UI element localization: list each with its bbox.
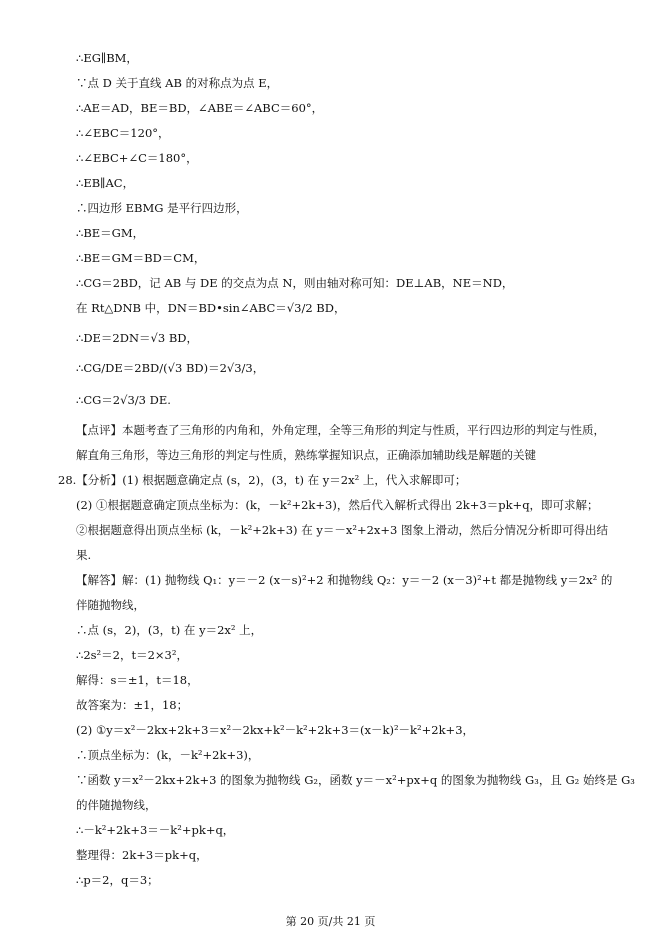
text-line: ∴EG∥BM，: [76, 51, 138, 65]
text-line: 解得：s＝±1，t＝18，: [76, 673, 199, 687]
text-line: ∴点 (s，2)，(3，t) 在 y＝2x² 上，: [76, 623, 263, 637]
text-line: ∴2s²＝2，t＝2×3²，: [76, 648, 188, 662]
text-line: ∴CG＝2BD，记 AB 与 DE 的交点为点 N，则由轴对称可知：DE⊥AB，NE＝ND，: [76, 276, 514, 290]
text-line: (2) ①y＝x²－2kx+2k+3＝x²－2kx+k²－k²+2k+3＝(x－k)²－k²+2k+3，: [76, 723, 475, 737]
text-line: (2) ①根据题意确定顶点坐标为：(k，－k²+2k+3)，然后代入解析式得出 2k+3＝pk+q，即可求解；: [76, 498, 599, 512]
text-line: ∵函数 y＝x²－2kx+2k+3 的图象为抛物线 G₂，函数 y＝－x²+px+q 的图象为抛物线 G₃，且 G₂ 始终是 G₃: [76, 773, 635, 787]
text-line: 故答案为：±1，18；: [76, 698, 189, 712]
text-line: 解直角三角形，等边三角形的判定与性质，熟练掌握知识点，正确添加辅助线是解题的关键: [76, 448, 536, 462]
text-line: 果.: [76, 548, 92, 562]
text-line: ∴∠EBC+∠C＝180°，: [76, 151, 198, 165]
text-line: ∵点 D 关于直线 AB 的对称点为点 E，: [76, 76, 279, 90]
text-line: 整理得：2k+3＝pk+q，: [76, 848, 208, 862]
text-line: 在 Rt△DNB 中，DN＝BD•sin∠ABC＝√3/2 BD，: [76, 301, 346, 315]
page-footer: 第 20 页/共 21 页: [285, 915, 376, 928]
text-line: 【解答】解：(1) 抛物线 Q₁：y＝－2 (x－s)²+2 和抛物线 Q₂：y＝－2 (x－3)²+t 都是抛物线 y＝2x² 的: [76, 573, 613, 587]
text-line: ∴AE＝AD，BE＝BD，∠ABE＝∠ABC＝60°，: [76, 101, 324, 115]
text-line: ∴∠EBC＝120°，: [76, 126, 170, 140]
text-line: 伴随抛物线，: [76, 598, 145, 612]
text-line: ∴BE＝GM＝BD＝CM，: [76, 251, 206, 265]
text-line: ∴四边形 EBMG 是平行四边形，: [76, 201, 248, 215]
text-line: 28.【分析】(1) 根据题意确定点 (s，2)，(3，t) 在 y＝2x² 上，代入求解即可；: [58, 473, 467, 487]
text-line: ∴BE＝GM，: [76, 226, 145, 240]
text-line: 的伴随抛物线，: [76, 798, 157, 812]
text-line: ∴EB∥AC，: [76, 176, 135, 190]
text-line: 【点评】本题考查了三角形的内角和，外角定理，全等三角形的判定与性质，平行四边形的判定与性质，: [76, 423, 605, 437]
text-line: ∴CG＝2√3/3 DE.: [76, 393, 171, 407]
text-line: ∴－k²+2k+3＝－k²+pk+q，: [76, 823, 235, 837]
text-line: ∴p＝2，q＝3；: [76, 873, 159, 887]
text-line: ∴DE＝2DN＝√3 BD，: [76, 331, 199, 345]
text-line: ∴CG/DE＝2BD/(√3 BD)＝2√3/3，: [76, 361, 265, 375]
text-line: ②根据题意得出顶点坐标 (k，－k²+2k+3) 在 y＝－x²+2x+3 图象上滑动，然后分情况分析即可得出结: [76, 523, 608, 537]
text-line: ∴顶点坐标为：(k，－k²+2k+3)，: [76, 748, 260, 762]
